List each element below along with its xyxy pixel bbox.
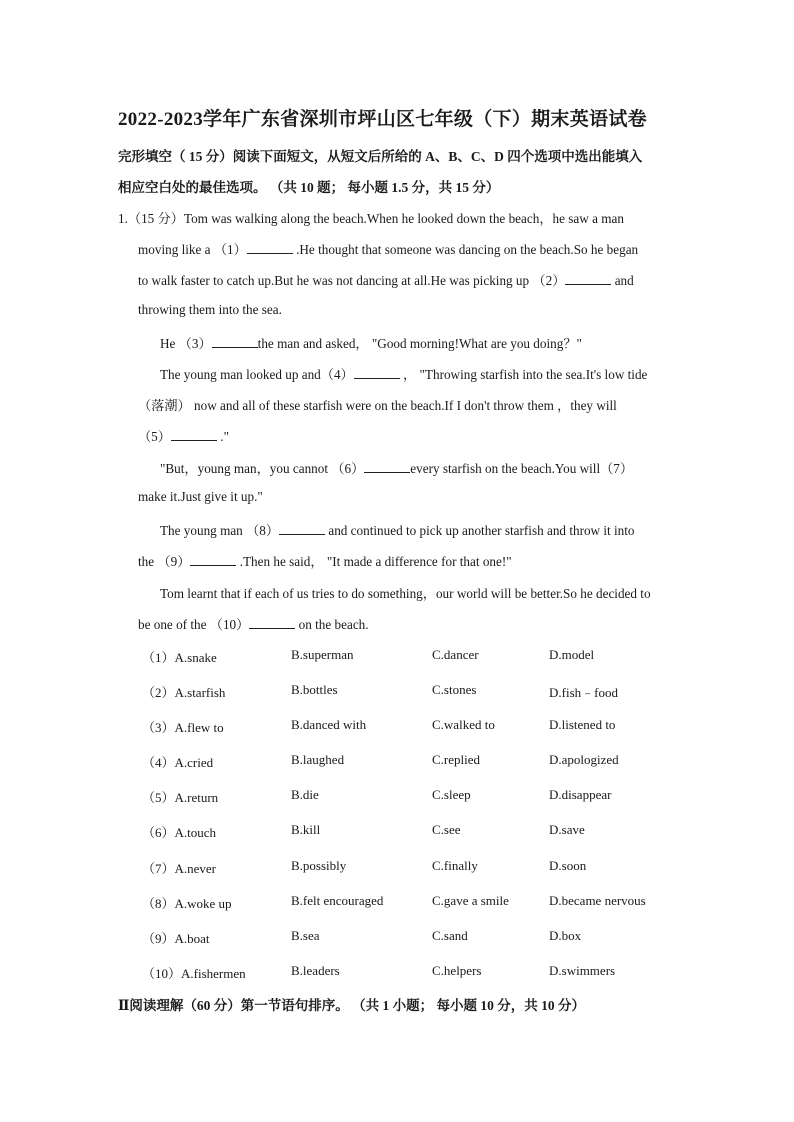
passage-text: ， "Throwing starfish into the sea.It's low tide	[403, 367, 648, 382]
passage-line-1: 1.（15 分）Tom was walking along the beach.When he looked down the beach，he saw a man	[118, 211, 624, 226]
passage-text: moving like a （1）	[138, 242, 247, 257]
option-a[interactable]: （6）A.touch	[142, 825, 217, 840]
passage-text: the man and asked， "Good morning!What are you doing？"	[257, 336, 582, 351]
answer-blank-4[interactable]	[354, 366, 400, 379]
passage-line-3	[138, 270, 634, 289]
option-b[interactable]: B.kill	[291, 822, 321, 837]
option-b[interactable]: B.leaders	[291, 963, 340, 978]
answer-blank-3[interactable]	[212, 335, 258, 348]
passage-line-13: Tom learnt that if each of us tries to do something，our world will be better.So he decided to	[160, 586, 651, 601]
passage-text: and continued to pick up another starfish and throw it into	[328, 523, 635, 538]
option-b[interactable]: B.bottles	[291, 682, 338, 697]
passage-line-4: throwing them into the sea.	[138, 302, 282, 317]
option-b[interactable]: B.sea	[291, 928, 320, 943]
answer-blank-2[interactable]	[565, 272, 611, 285]
passage-text: The young man （8）	[160, 523, 280, 538]
option-b[interactable]: B.possibly	[291, 858, 347, 873]
passage-line-12	[138, 551, 512, 570]
passage-line-6	[160, 364, 647, 383]
option-d[interactable]: D.fish﹣food	[549, 685, 618, 700]
passage-line-9	[160, 458, 633, 477]
passage-text: every starfish on the beach.You will（7）	[410, 461, 634, 476]
option-c[interactable]: C.finally	[432, 858, 478, 873]
answer-blank-8[interactable]	[279, 522, 325, 535]
option-d[interactable]: D.apologized	[549, 752, 619, 767]
option-c[interactable]: C.sleep	[432, 787, 471, 802]
passage-text: "But，young man，you cannot （6）	[160, 461, 365, 476]
option-b[interactable]: B.danced with	[291, 717, 367, 732]
option-d[interactable]: D.disappear	[549, 787, 612, 802]
option-c[interactable]: C.replied	[432, 752, 481, 767]
option-b[interactable]: B.laughed	[291, 752, 345, 767]
passage-text: The young man looked up and（4）	[160, 367, 354, 382]
option-a[interactable]: （5）A.return	[142, 790, 219, 805]
passage-text: .Then he said， "It made a difference for that one!"	[239, 554, 512, 569]
passage-text: to walk faster to catch up.But he was not dancing at all.He was picking up （2）	[138, 273, 566, 288]
option-c[interactable]: C.helpers	[432, 963, 482, 978]
option-a[interactable]: （7）A.never	[142, 861, 217, 876]
answer-blank-9[interactable]	[190, 553, 236, 566]
passage-text: the （9）	[138, 554, 191, 569]
option-d[interactable]: D.save	[549, 822, 585, 837]
option-c[interactable]: C.see	[432, 822, 461, 837]
passage-text: （5）	[138, 429, 171, 444]
passage-text: on the beach.	[298, 617, 369, 632]
option-d[interactable]: D.soon	[549, 858, 587, 873]
option-d[interactable]: D.became nervous	[549, 893, 646, 908]
passage-line-11	[160, 520, 635, 539]
option-b[interactable]: B.superman	[291, 647, 354, 662]
section-1-line-2: 相应空白处的最佳选项。 （共 10 题； 每小题 1.5 分，共 15 分）	[118, 180, 500, 195]
option-b[interactable]: B.felt encouraged	[291, 893, 384, 908]
option-a[interactable]: （9）A.boat	[142, 931, 210, 946]
passage-line-10: make it.Just give it up."	[138, 489, 263, 504]
passage-text: ."	[220, 429, 229, 444]
passage-text: and	[614, 273, 634, 288]
option-d[interactable]: D.model	[549, 647, 595, 662]
option-c[interactable]: C.gave a smile	[432, 893, 509, 908]
passage-line-5	[160, 333, 582, 352]
option-a[interactable]: （2）A.starfish	[142, 685, 226, 700]
passage-text: .He thought that someone was dancing on the beach.So he began	[296, 242, 639, 257]
option-a[interactable]: （8）A.woke up	[142, 896, 232, 911]
option-a[interactable]: （10）A.fishermen	[142, 966, 246, 981]
option-d[interactable]: D.box	[549, 928, 582, 943]
answer-blank-5[interactable]	[171, 428, 217, 441]
option-d[interactable]: D.swimmers	[549, 963, 616, 978]
option-b[interactable]: B.die	[291, 787, 319, 802]
section-2-heading: Ⅱ阅读理解（60 分）第一节语句排序。 （共 1 小题； 每小题 10 分，共 10 分）	[118, 998, 586, 1013]
answer-blank-10[interactable]	[249, 616, 295, 629]
option-d[interactable]: D.listened to	[549, 717, 616, 732]
page-title: 2022-2023学年广东省深圳市坪山区七年级（下）期末英语试卷	[118, 109, 647, 130]
passage-line-2	[138, 239, 638, 258]
section-1-line-1: 完形填空（ 15 分）阅读下面短文，从短文后所给的 A、B、C、D 四个选项中选出能填入	[118, 149, 643, 164]
passage-line-7: （落潮） now and all of these starfish were on the beach.If I don't throw them ，they will	[138, 398, 617, 413]
passage-text: He （3）	[160, 336, 212, 351]
option-c[interactable]: C.stones	[432, 682, 477, 697]
passage-line-8	[138, 426, 229, 445]
passage-line-14	[138, 614, 369, 633]
option-a[interactable]: （3）A.flew to	[142, 720, 224, 735]
option-a[interactable]: （1）A.snake	[142, 650, 217, 665]
option-c[interactable]: C.sand	[432, 928, 468, 943]
answer-blank-6[interactable]	[364, 460, 410, 473]
option-c[interactable]: C.walked to	[432, 717, 495, 732]
passage-text: be one of the （10）	[138, 617, 250, 632]
option-c[interactable]: C.dancer	[432, 647, 479, 662]
answer-blank-1[interactable]	[247, 241, 293, 254]
option-a[interactable]: （4）A.cried	[142, 755, 214, 770]
section-1-instructions	[118, 141, 688, 203]
